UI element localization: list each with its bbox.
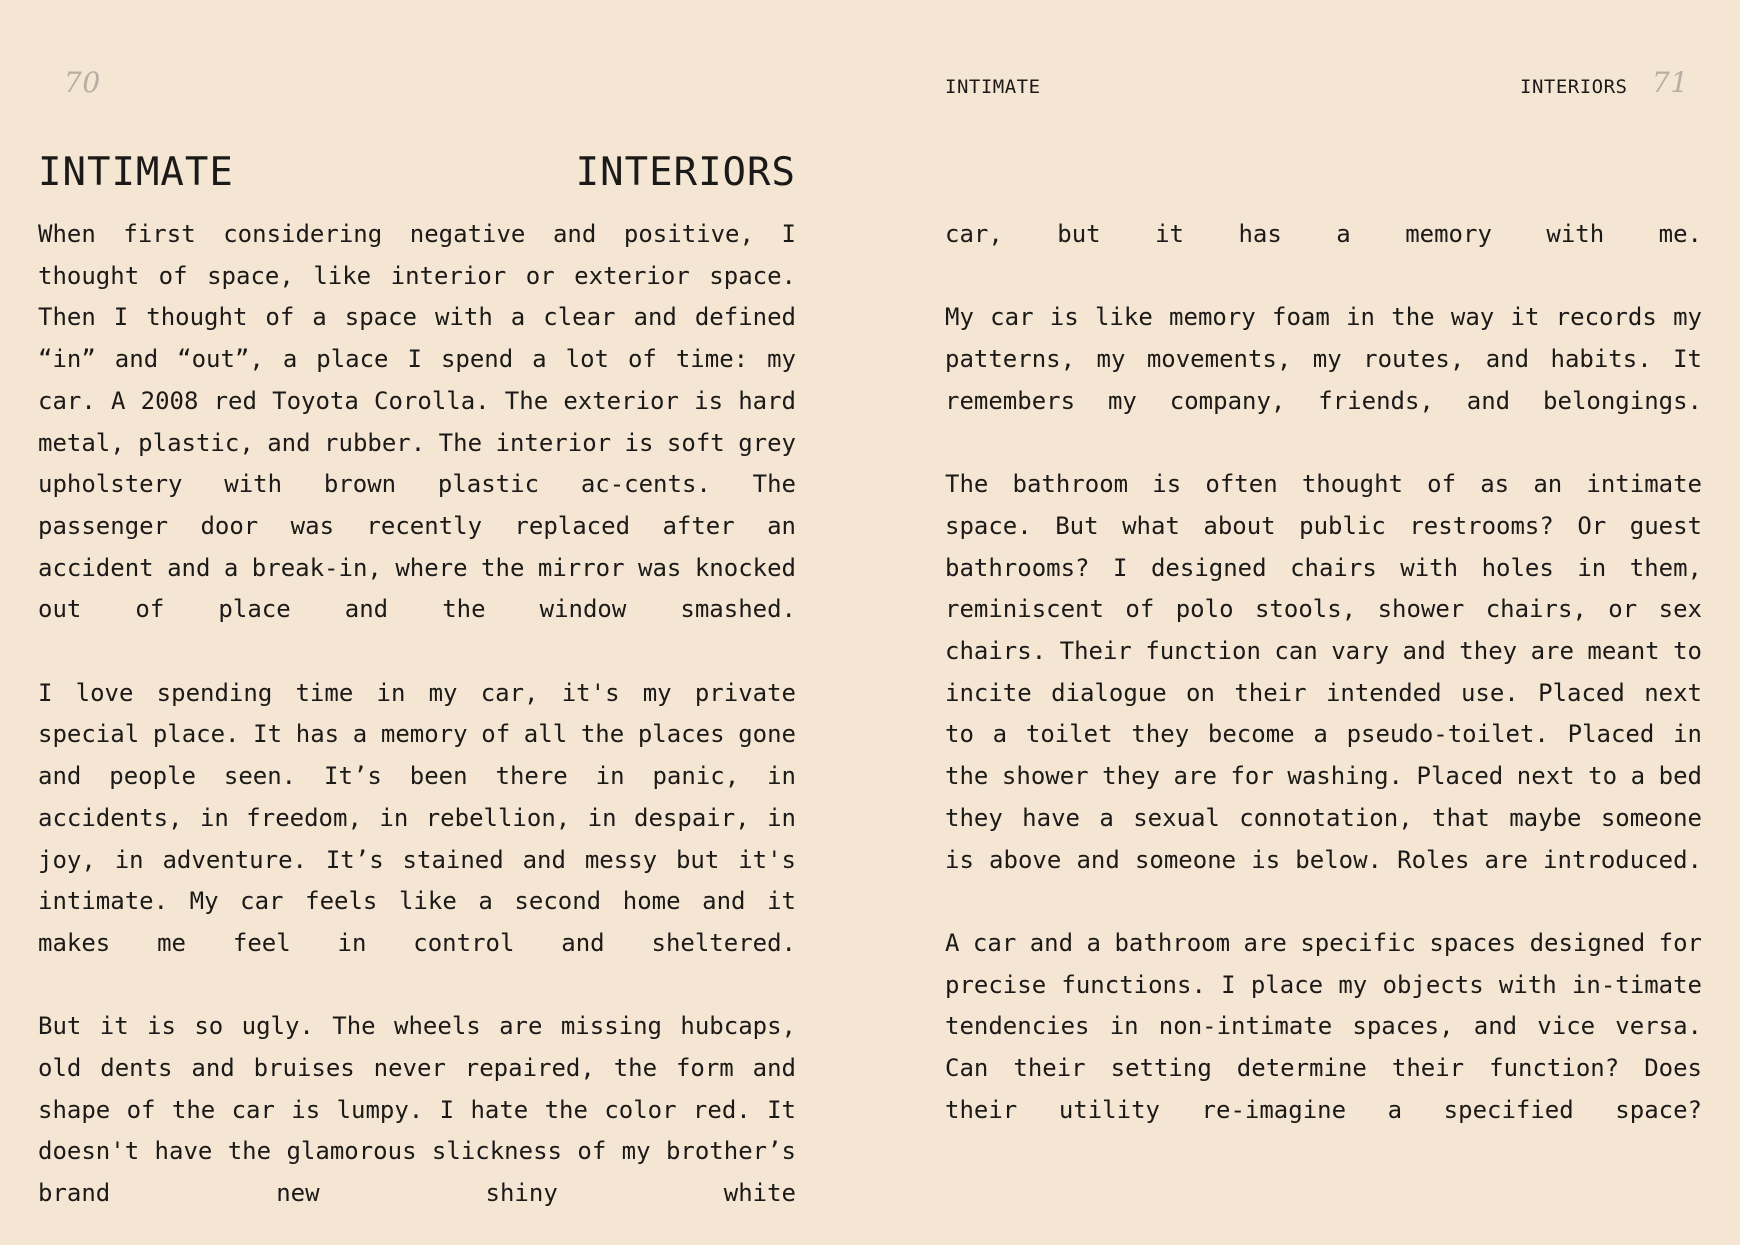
right-paragraph-2: My car is like memory foam in the way it records my patterns, my movements, my routes, and habits. It remembers my company, friends, and belongings. (945, 303, 1702, 415)
right-paragraph-4: A car and a bathroom are specific spaces designed for precise functions. I place my objects with in-timate tendencies in non-intimate spaces, and vice versa. Can their setting determine their function? Does their utility re-imagine a specified space? (945, 928, 1702, 1124)
chapter-title (38, 150, 796, 196)
right-paragraph-1: car, but it has a memory with me. (945, 220, 1702, 248)
chapter-title-left: INTIMATE (38, 150, 234, 195)
right-page-number: 71 (1652, 66, 1689, 99)
left-paragraph-2: I love spending time in my car, it's my private special place. It has a memory of all the places gone and people seen. It’s been there in panic, in accidents, in freedom, in rebellion, in despair, in joy, in adventure. It’s stained and messy but it's intimate. My car feels like a second home and it makes me feel in control and sheltered. (38, 678, 796, 957)
right-paragraph-3: The bathroom is often thought of as an intimate space. But what about public restrooms? Or guest bathrooms? I designed chairs with holes in them, reminiscent of polo stools, shower chairs, or sex chairs. Their function can vary and they are meant to incite dialogue on their intended use. Placed next to a toilet they become a pseudo-toilet. Placed in the shower they are for washing. Placed next to a bed they have a sexual connotation, that maybe someone is above and someone is below. Roles are introduced. (945, 470, 1702, 874)
running-head-left: INTIMATE (945, 76, 1041, 98)
left-text-column (38, 214, 796, 1215)
left-paragraph-1: When first considering negative and positive, I thought of space, like interior or exterior space. Then I thought of a space with a clear and defined “in” and “out”, a place I spend a lot of time: my car. A 2008 red Toyota Corolla. The exterior is hard metal, plastic, and rubber. The interior is soft grey upholstery with brown plastic ac-cents. The passenger door was recently replaced after an accident and a break-in, where the mirror was knocked out of place and the window smashed. (38, 220, 796, 624)
running-head-right: INTERIORS (1520, 76, 1628, 98)
right-text-column (945, 214, 1702, 1131)
left-page-number: 70 (64, 66, 101, 99)
chapter-title-right: INTERIORS (575, 150, 796, 195)
left-paragraph-3: But it is so ugly. The wheels are missing hubcaps, old dents and bruises never repaired, the form and shape of the car is lumpy. I hate the color red. It doesn't have the glamorous slickness of my brother’s brand new shiny white (38, 1012, 796, 1208)
